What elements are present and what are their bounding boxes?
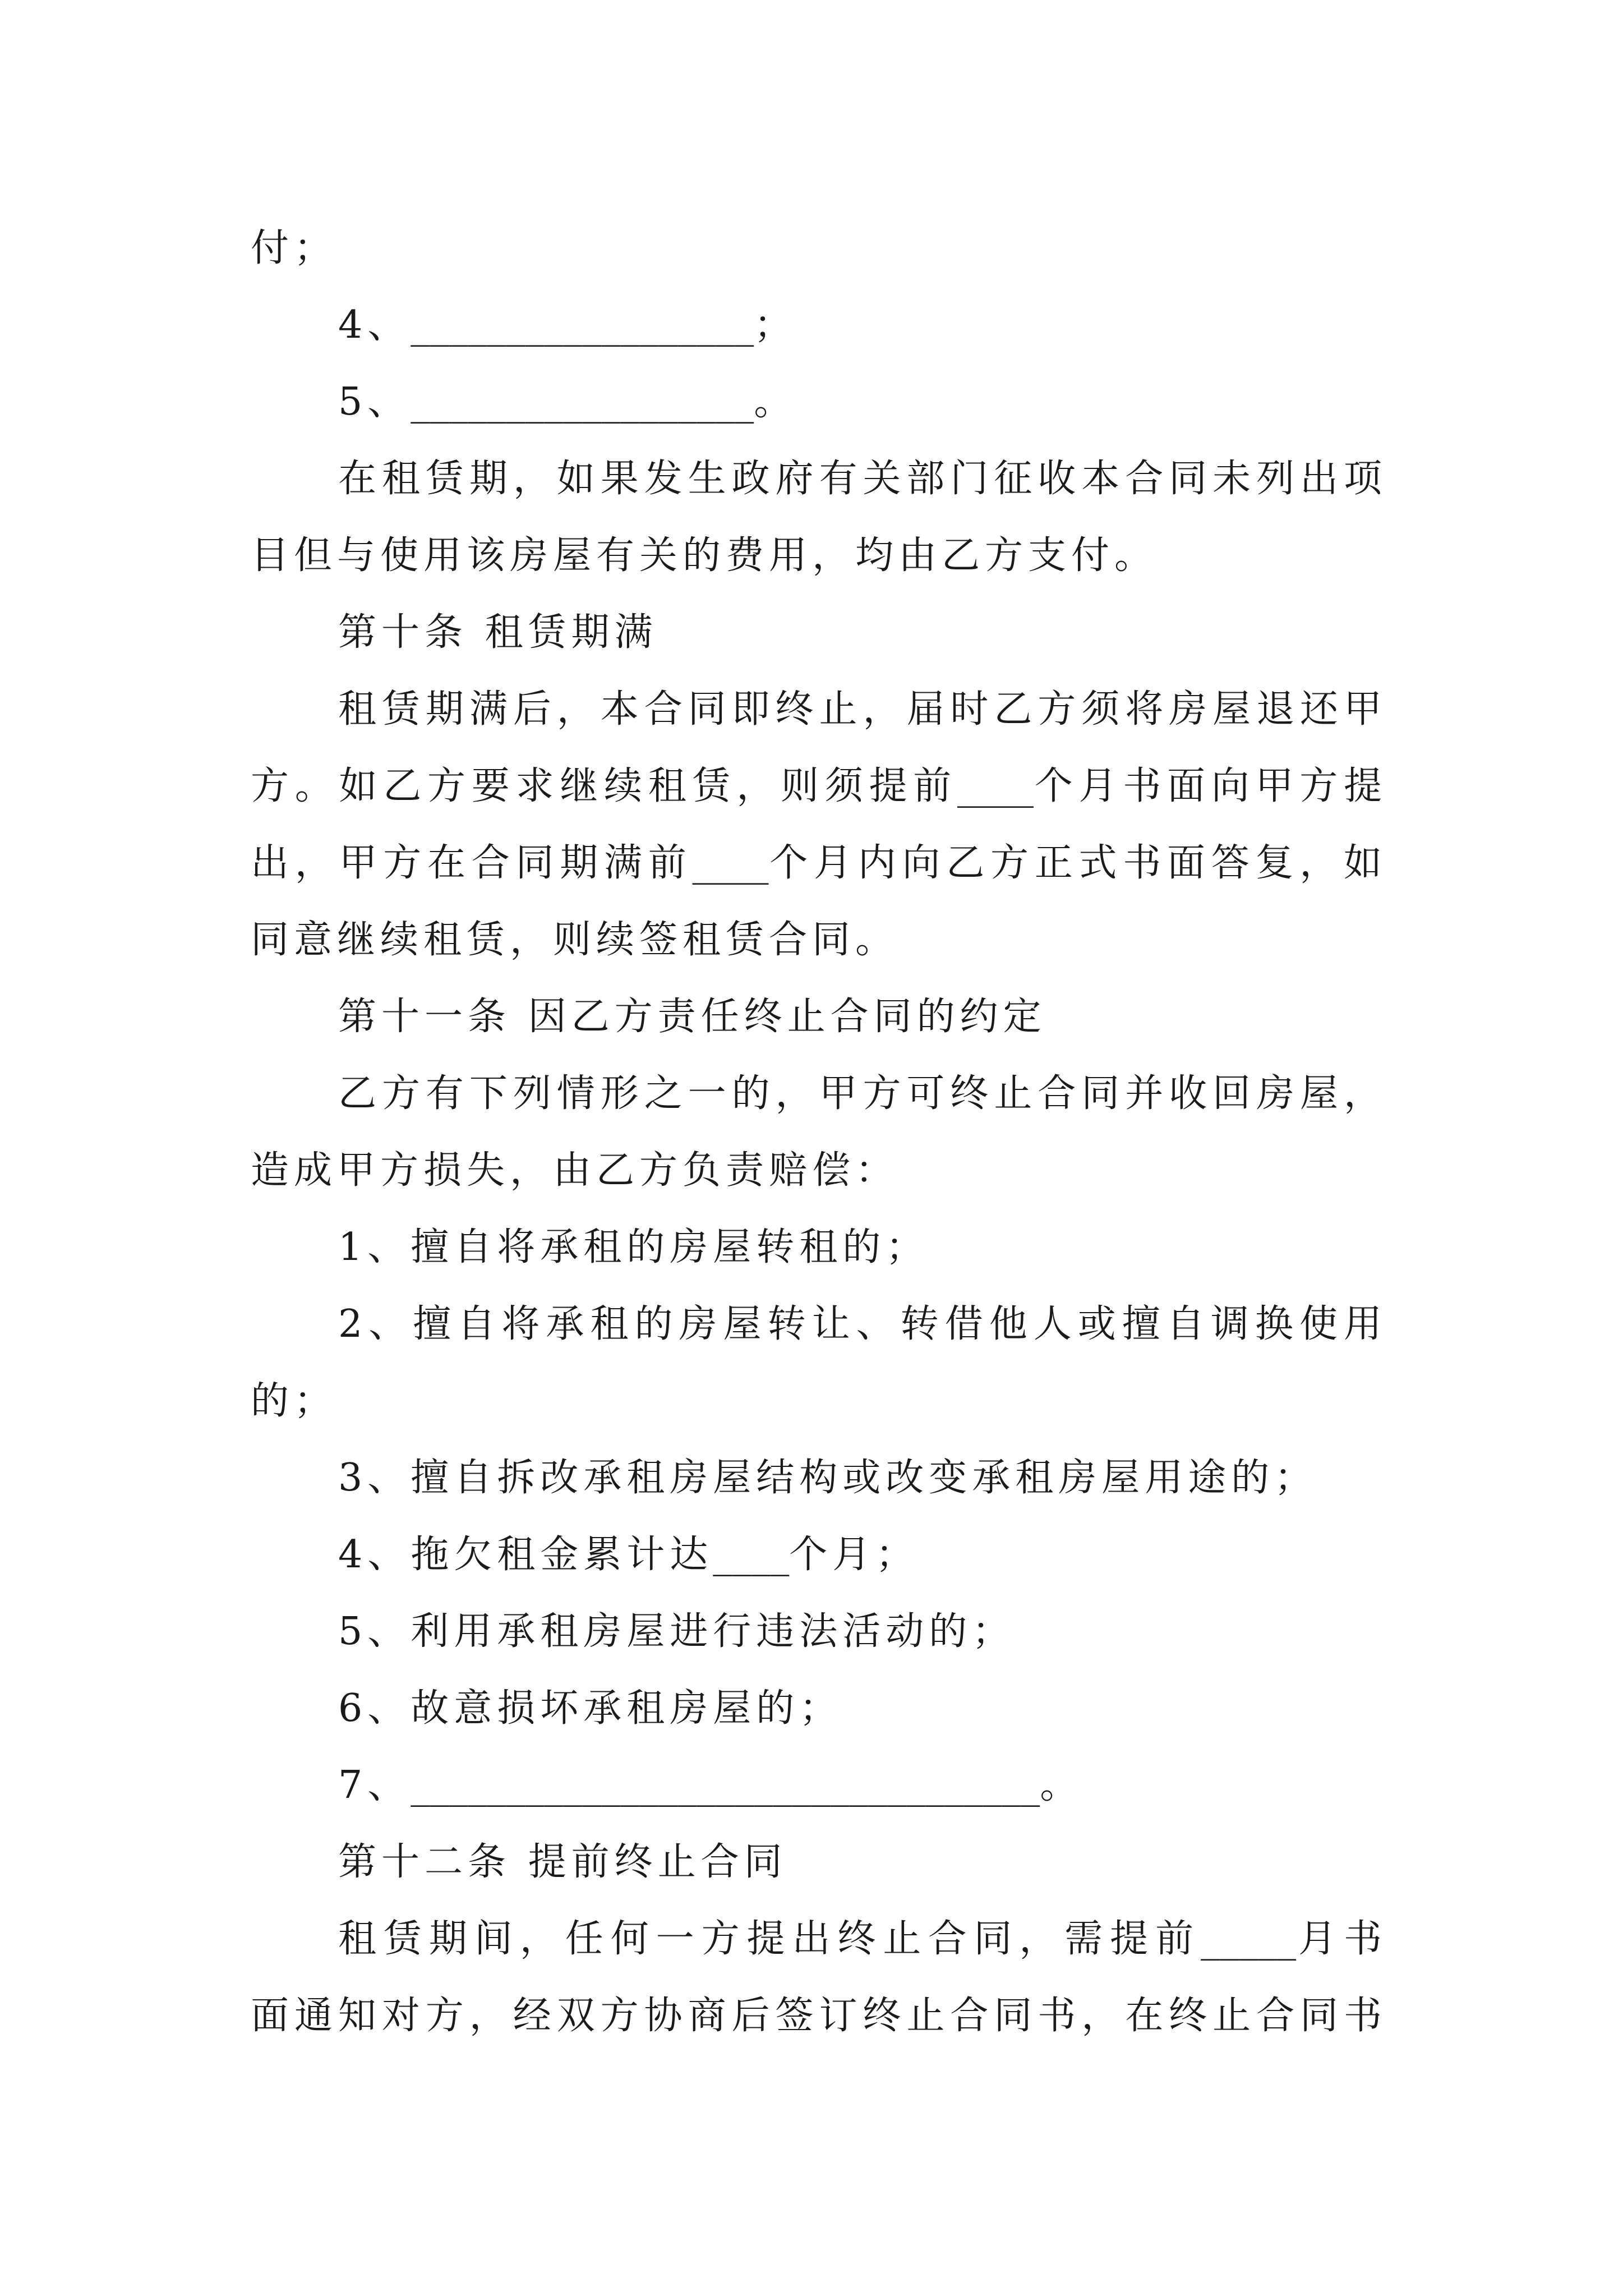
article-11-item-3: 3、擅自拆改承租房屋结构或改变承租房屋用途的； [338,1456,1318,1500]
article-10-line-1: 租赁期满后，本合同即终止，届时乙方须将房屋退还甲 [338,687,1387,731]
blank-field: ____ [957,764,1034,808]
blank-field: ____ [692,841,769,885]
article-11-item-5: 5、利用承租房屋进行违法活动的； [338,1609,1016,1654]
article-11-heading: 第十一条 因乙方责任终止合同的约定 [338,995,1046,1039]
document-body [251,210,1387,2054]
blank-field: ____ [713,1533,790,1577]
text-segment: 个月内向乙方正式书面答复，如 [768,841,1387,885]
article-11-item-4 [251,1516,1387,1593]
article-11-item-7 [251,1747,1387,1824]
fees-note-line-1: 在租赁期，如果发生政府有关部门征收本合同未列出项 [338,457,1387,501]
item-number: 7、 [338,1763,411,1807]
text-segment: 月书 [1296,1917,1387,1961]
blank-field: __________________ [411,303,754,347]
article-11-intro-line-1: 乙方有下列情形之一的，甲方可终止合同并收回房屋， [338,1071,1387,1116]
article-10-line-3 [251,825,1387,901]
article-10-heading: 第十条 租赁期满 [338,610,658,655]
article-12-line-2: 面通知对方，经双方协商后签订终止合同书，在终止合同书 [251,1994,1387,2038]
article-10-line-4: 同意继续租赁，则续签租赁合同。 [251,918,899,962]
article-11-item-2-continuation: 的； [251,1379,338,1423]
blank-field: _________________________________ [411,1763,1040,1807]
blank-field: __________________ [411,380,754,424]
text-segment: 4、拖欠租金累计达 [338,1533,713,1577]
article-12-heading: 第十二条 提前终止合同 [338,1840,787,1884]
continuation-line: 付； [251,226,338,270]
item-end-punctuation: 。 [1040,1763,1083,1807]
text-segment: 租赁期间，任何一方提出终止合同，需提前 [338,1917,1201,1961]
article-11-item-2: 2、擅自将承租的房屋转让、转借他人或擅自调换使用 [338,1302,1387,1346]
item-number: 4、 [338,303,411,347]
item-end-punctuation: 。 [754,380,797,424]
blank-item-4 [251,287,1387,364]
text-segment: 方。如乙方要求继续租赁，则须提前 [251,764,957,808]
article-11-item-6: 6、故意损坏承租房屋的； [338,1686,843,1731]
item-end-punctuation: ； [754,303,797,347]
fees-note-line-2: 目但与使用该房屋有关的费用，均由乙方支付。 [251,533,1158,578]
text-segment: 出，甲方在合同期满前 [251,841,693,885]
article-11-item-1: 1、擅自将承租的房屋转租的； [338,1225,929,1269]
text-segment: 个月书面向甲方提 [1033,764,1387,808]
item-number: 5、 [338,380,411,424]
text-segment: 个月； [789,1533,919,1577]
blank-field: _____ [1201,1917,1297,1961]
article-12-line-1 [251,1901,1387,1977]
article-10-line-2 [251,748,1387,825]
blank-item-5 [251,364,1387,440]
article-11-intro-line-2: 造成甲方损失，由乙方负责赔偿： [251,1148,899,1193]
